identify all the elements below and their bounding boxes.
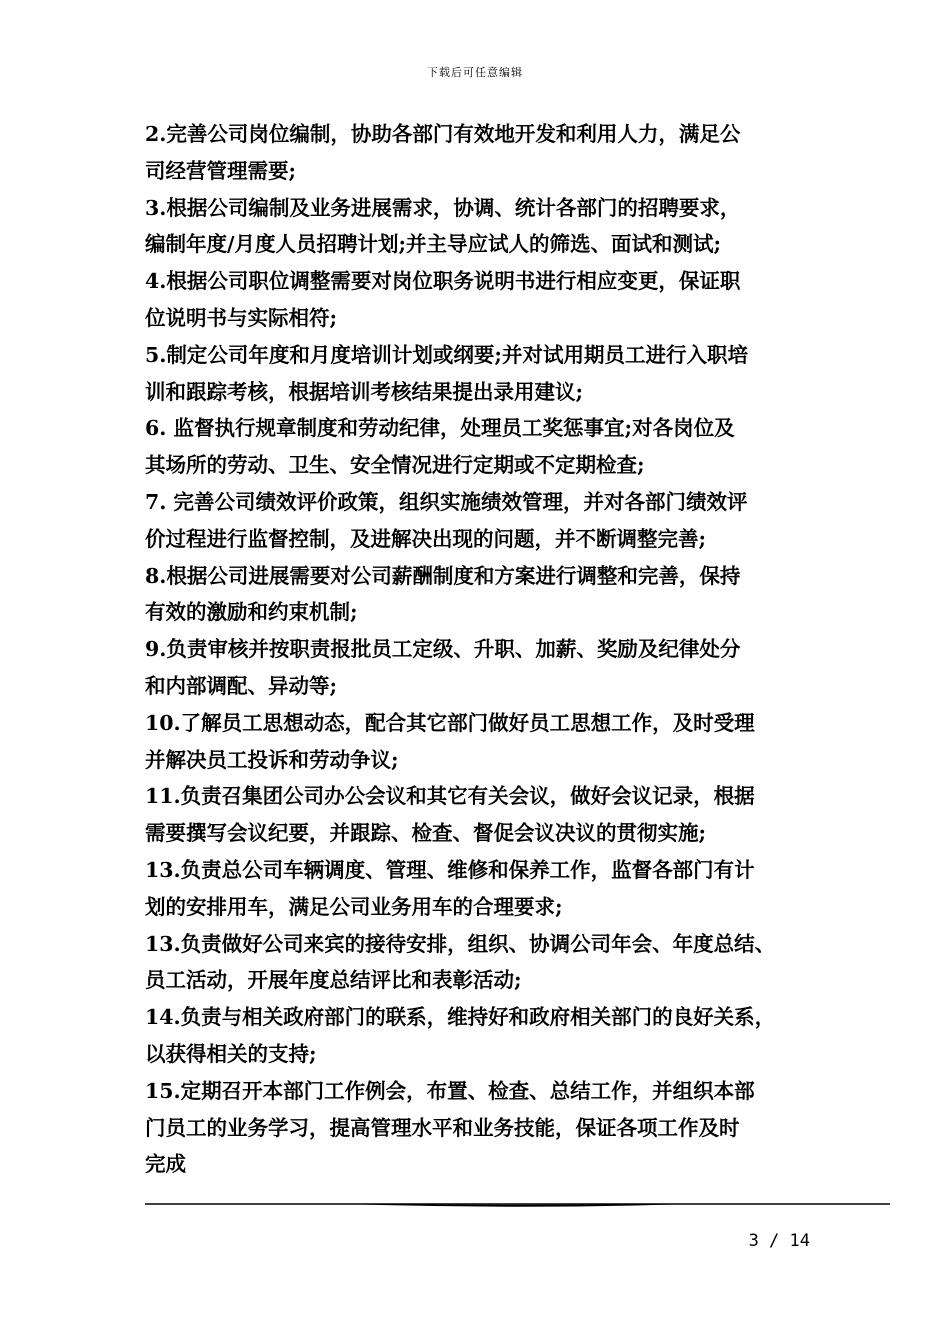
text-line: 训和跟踪考核，根据培训考核结果提出录用建议; xyxy=(145,379,584,404)
text-line: 门员工的业务学习，提高管理水平和业务技能，保证各项工作及时 xyxy=(145,1115,740,1140)
text-line: 需要撰写会议纪要，并跟踪、检查、督促会议决议的贯彻实施; xyxy=(145,821,707,846)
text-line: 编制年度/月度人员招聘计划;并主导应试人的筛选、面试和测试; xyxy=(145,232,722,257)
text-line: 员工活动，开展年度总结评比和表彰活动; xyxy=(145,968,522,993)
text-line: 并解决员工投诉和劳动争议; xyxy=(145,747,399,772)
document-body xyxy=(145,116,815,1183)
text-line: 15.定期召开本部门工作例会，布置、检查、总结工作，并组织本部 xyxy=(145,1078,755,1103)
text-line: 位说明书与实际相符; xyxy=(145,305,338,330)
text-line: 7. 完善公司绩效评价政策，组织实施绩效管理，并对各部门绩效评 xyxy=(145,489,748,514)
text-line: 5.制定公司年度和月度培训计划或纲要;并对试用期员工进行入职培 xyxy=(145,342,748,367)
text-line: 11.负责召集团公司办公会议和其它有关会议，做好会议记录，根据 xyxy=(145,784,755,809)
text-line: 8.根据公司进展需要对公司薪酬制度和方案进行调整和完善，保持 xyxy=(145,563,741,588)
page-number: 3 / 14 xyxy=(748,1231,810,1251)
text-line: 和内部调配、异动等; xyxy=(145,673,338,698)
text-line: 13.负责做好公司来宾的接待安排，组织、协调公司年会、年度总结、 xyxy=(145,931,776,956)
footer-divider xyxy=(145,1195,890,1219)
text-line: 13.负责总公司车辆调度、管理、维修和保养工作，监督各部门有计 xyxy=(145,857,755,882)
text-line: 3.根据公司编制及业务进展需求，协调、统计各部门的招聘要求， xyxy=(145,195,741,220)
text-line: 有效的激励和约束机制; xyxy=(145,600,358,625)
text-line: 价过程进行监督控制，及进解决出现的问题，并不断调整完善; xyxy=(145,526,707,551)
text-line: 10.了解员工思想动态，配合其它部门做好员工思想工作，及时受理 xyxy=(145,710,755,735)
text-line: 划的安排用车，满足公司业务用车的合理要求; xyxy=(145,894,563,919)
text-line: 6. 监督执行规章制度和劳动纪律，处理员工奖惩事宜;对各岗位及 xyxy=(145,416,735,441)
text-line: 完成 xyxy=(145,1152,186,1177)
text-line: 以获得相关的支持; xyxy=(145,1041,317,1066)
text-line: 9.负责审核并按职责报批员工定级、升职、加薪、奖励及纪律处分 xyxy=(145,637,741,662)
page-header: 下载后可任意编辑 xyxy=(427,66,523,79)
text-line: 14.负责与相关政府部门的联系，维持好和政府相关部门的良好关系， xyxy=(145,1005,776,1030)
text-line: 其场所的劳动、卫生、安全情况进行定期或不定期检查; xyxy=(145,453,645,478)
text-line: 4.根据公司职位调整需要对岗位职务说明书进行相应变更，保证职 xyxy=(145,269,741,294)
text-line: 司经营管理需要; xyxy=(145,158,297,183)
text-line: 2.完善公司岗位编制，协助各部门有效地开发和利用人力，满足公 xyxy=(145,122,741,146)
